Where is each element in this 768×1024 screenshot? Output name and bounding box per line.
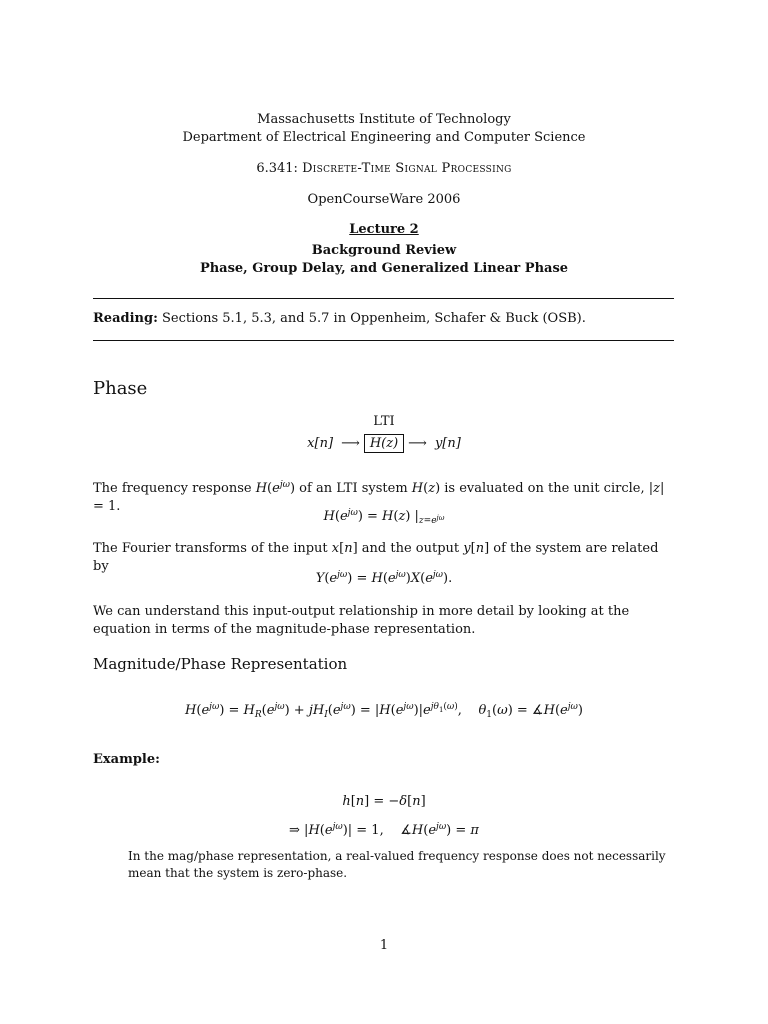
reading-label: Reading: bbox=[93, 311, 158, 326]
arrow-right-icon: ⟶ bbox=[408, 436, 427, 451]
institute-name: Massachusetts Institute of Technology bbox=[257, 112, 511, 127]
lecture-topic-1: Background Review bbox=[311, 243, 457, 258]
section-title-phase: Phase bbox=[93, 378, 148, 399]
course-name: Discrete-Time Signal Processing bbox=[302, 161, 512, 176]
ocw-label: OpenCourseWare 2006 bbox=[307, 192, 461, 207]
equation-2: $Y(e^{j\omega}) = H(e^{j\omega})X(e^{j\omega})$. bbox=[315, 570, 453, 586]
department-name: Department of Electrical Engineering and Computer Science bbox=[182, 130, 586, 145]
section-title-magnitude-phase: Magnitude/Phase Representation bbox=[93, 655, 348, 673]
lecture-number: Lecture 2 bbox=[349, 222, 419, 237]
diagram-input: x[n] bbox=[307, 436, 334, 451]
course-number: 6.341: bbox=[256, 161, 298, 176]
lti-block-diagram bbox=[0, 434, 768, 453]
example-label: Example: bbox=[93, 752, 160, 767]
paragraph-fourier: The Fourier transforms of the input x[n] and the output y[n] of the system are related by bbox=[93, 541, 659, 574]
bottom-rule bbox=[93, 340, 674, 341]
equation-example-2: ⇒ $|H(e^{j\omega})| = 1$, $∡H(e^{j\omega}) = \pi$ bbox=[289, 822, 479, 838]
equation-magphase: $H(e^{j\omega}) = H_R(e^{j\omega}) + jH_I(e^{j\omega}) = |H(e^{j\omega})|e^{j\theta_1(\omega)}$, $\theta_1(\omega)$ = $∡H(e^{j\omega})$ bbox=[185, 702, 583, 720]
diagram-system: H(z) bbox=[369, 436, 399, 451]
arrow-right-icon: ⟶ bbox=[341, 436, 360, 451]
paragraph-input-output: We can understand this input-output relationship in more detail by looking at the equation in terms of the magnitude-phase representation. bbox=[93, 604, 630, 637]
lecture-topic-2: Phase, Group Delay, and Generalized Linear Phase bbox=[199, 261, 569, 276]
page-number: 1 bbox=[379, 938, 389, 953]
system-box bbox=[364, 434, 404, 453]
equation-1: $H(e^{j\omega}) = H(z)$ $|_{z=e^{j\omega}}$ bbox=[323, 508, 445, 526]
course-title bbox=[0, 160, 768, 178]
equation-example-1: h[n] = −δ[n] bbox=[342, 794, 426, 809]
example-note: In the mag/phase representation, a real-valued frequency response does not necessarily mean that the system is zero-phase. bbox=[128, 849, 666, 880]
reading-line bbox=[93, 311, 586, 326]
top-rule bbox=[93, 298, 674, 299]
reading-text: Sections 5.1, 5.3, and 5.7 in Oppenheim, Schafer & Buck (OSB). bbox=[162, 311, 586, 326]
paragraph-frequency-response: The frequency response $H(e^{j\omega})$ of an LTI system H(z) is evaluated on the unit circle, |z| = 1. bbox=[93, 480, 665, 514]
lti-label: LTI bbox=[373, 414, 395, 429]
diagram-output: y[n] bbox=[434, 436, 461, 451]
